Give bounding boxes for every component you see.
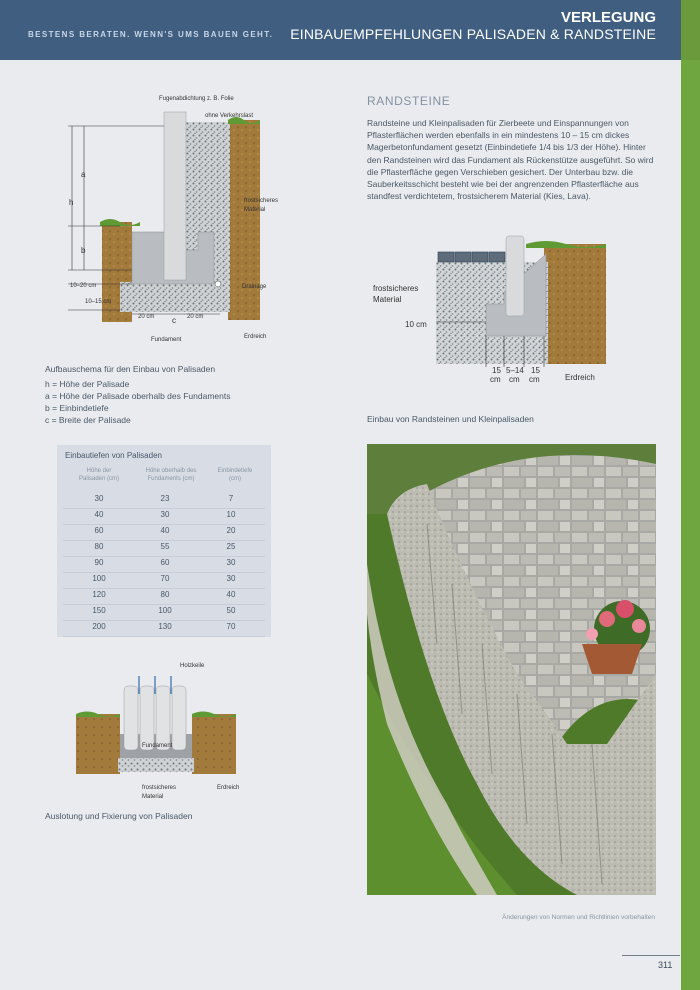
diagram3-caption: Auslotung und Fixierung von Palisaden <box>45 811 193 821</box>
table-cell: 55 <box>160 542 170 551</box>
table-row <box>63 619 265 637</box>
palisade-install-diagram <box>60 92 280 352</box>
table-cell: 100 <box>158 606 172 615</box>
table-cell: 120 <box>92 590 106 599</box>
table-header-depth: Einbindetiefe (cm) <box>217 468 253 482</box>
table-cell: 7 <box>228 494 234 503</box>
curb-label-erdreich: Erdreich <box>565 373 595 382</box>
table-cell: 25 <box>226 542 236 551</box>
legend-b: b = Einbindetiefe <box>45 403 109 413</box>
label-frostsicheres: frostsicheres <box>244 198 279 204</box>
table-cell: 90 <box>94 558 104 567</box>
table-header-above: Höhe oberhalb des Fundaments (cm) <box>145 468 197 482</box>
table-cell: 60 <box>160 558 170 567</box>
green-edge-top <box>681 0 700 60</box>
dim-a: a <box>81 170 86 179</box>
table-cell: 100 <box>92 574 106 583</box>
table-cell: 30 <box>226 574 236 583</box>
label-drainage: Drainage <box>242 284 267 290</box>
curb-dim-15-right: 15 <box>531 366 540 375</box>
table-cell: 70 <box>160 574 170 583</box>
label-material-3: Material <box>142 794 164 800</box>
table-cell: 80 <box>160 590 170 599</box>
curb-dim-cm-1: cm <box>490 375 501 384</box>
legend-h: h = Höhe der Palisade <box>45 379 130 389</box>
label-fundament-3: Fundament <box>142 743 173 749</box>
curb-label-material: Material <box>373 295 402 304</box>
tagline: BESTENS BERATEN. WENN'S UMS BAUEN GEHT. <box>28 30 274 39</box>
page-number-rule <box>622 955 680 956</box>
dim-h: h <box>69 198 74 207</box>
curb-dim-5-14: 5–14 <box>506 366 524 375</box>
table-cell: 30 <box>226 558 236 567</box>
table-cell: 23 <box>160 494 170 503</box>
table-cell: 200 <box>92 622 106 631</box>
palisade-garden-photo <box>367 444 656 895</box>
table-cell: 60 <box>94 526 104 535</box>
table-cell: 80 <box>94 542 104 551</box>
dim-20cm-right: 20 cm <box>187 314 204 320</box>
curb-dim-cm-2: cm <box>509 375 520 384</box>
table-header-height: Höhe der Palisaden (cm) <box>78 468 119 482</box>
diagram1-caption: Aufbauschema für den Einbau von Palisaden <box>45 364 216 374</box>
legend-c: c = Breite der Palisade <box>45 415 131 425</box>
label-fugenabdichtung: Fugenabdichtung z. B. Folie <box>159 96 234 102</box>
green-edge-bar <box>681 60 700 990</box>
dim-c: c <box>172 316 176 325</box>
embedding-depth-table <box>57 445 271 637</box>
table-cell: 150 <box>92 606 106 615</box>
page-subtitle: EINBAUEMPFEHLUNGEN PALISADEN & RANDSTEINE <box>290 26 656 42</box>
table-title: Einbautiefen von Palisaden <box>65 451 162 460</box>
table-cell: 130 <box>158 622 172 631</box>
section-body-randsteine: Randsteine und Kleinpalisaden für Zierbeete und Einspannungen von Pflasterflächen werden ebenfalls in ein mindestens 10 – 15 cm dickes Magerbetonfundament gesetzt (Einbindetiefe 1/4 bis 1/3 der Höhe). Hinter den Randsteinen wird das Fundament als Rückenstütze ausgeführt. So wird die Pflasterfläche gegen Verschieben gesichert. Der Unterbau bzw. die Sauberkeitsschicht besteht wie bei der angrenzenden Pflasterfläche aus standfest verdichtetem, frostsicherem Material (Kies, Lava). <box>367 118 654 202</box>
table-cell: 40 <box>226 590 236 599</box>
dim-20cm-left: 20 cm <box>138 314 155 320</box>
curb-caption: Einbau von Randsteinen und Kleinpalisaden <box>367 414 534 424</box>
label-verkehrslast: ohne Verkehrslast <box>205 113 254 119</box>
page-number: 311 <box>658 960 673 970</box>
table-cell: 30 <box>160 510 170 519</box>
dim-10-15cm: 10–15 cm <box>85 299 112 305</box>
label-material: Material <box>244 207 266 213</box>
footnote: Änderungen von Normen und Richtlinien vorbehalten <box>502 914 655 921</box>
table-cell: 40 <box>94 510 104 519</box>
curb-dim-15-left: 15 <box>492 366 501 375</box>
table-cell: 70 <box>226 622 236 631</box>
plumbing-fixing-diagram <box>76 660 236 780</box>
legend-a: a = Höhe der Palisade oberhalb des Fundaments <box>45 391 231 401</box>
table-cell: 10 <box>226 510 236 519</box>
category-title: VERLEGUNG <box>560 9 656 26</box>
dim-b: b <box>81 246 86 255</box>
curb-label-frostsicheres: frostsicheres <box>373 284 419 293</box>
label-erdreich-3: Erdreich <box>217 785 240 791</box>
curb-install-diagram <box>436 232 606 367</box>
label-fundament: Fundament <box>151 337 182 343</box>
label-frostsicheres-3: frostsicheres <box>142 785 177 791</box>
section-title-randsteine: RANDSTEINE <box>367 94 451 108</box>
curb-dim-cm-3: cm <box>529 375 540 384</box>
table-cell: 30 <box>94 494 104 503</box>
label-holzkeile: Holzkeile <box>180 663 205 669</box>
curb-dim-10cm: 10 cm <box>405 320 427 329</box>
table-cell: 20 <box>226 526 236 535</box>
table-cell: 40 <box>160 526 170 535</box>
dim-10-20cm: 10–20 cm <box>70 283 97 289</box>
page-header <box>0 0 700 60</box>
table-cell: 50 <box>226 606 236 615</box>
label-erdreich: Erdreich <box>244 334 267 340</box>
